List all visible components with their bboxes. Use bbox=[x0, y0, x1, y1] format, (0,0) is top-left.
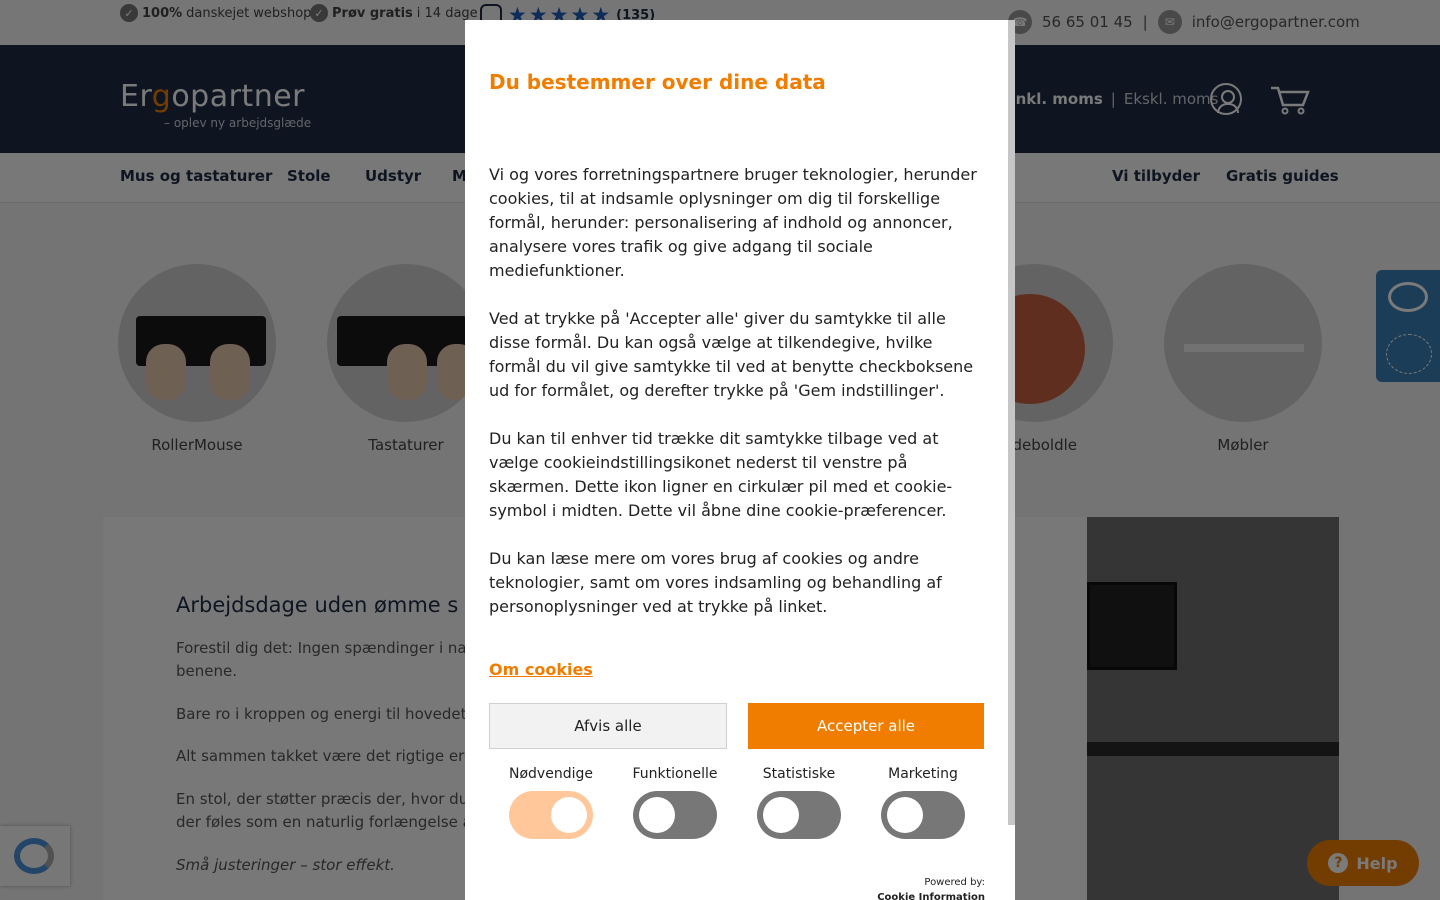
toggle-statistics: Statistiske bbox=[737, 766, 861, 839]
toggle-marketing: Marketing bbox=[861, 766, 985, 839]
dialog-scrollbar[interactable] bbox=[1008, 20, 1015, 825]
functional-switch[interactable] bbox=[633, 791, 717, 839]
marketing-switch[interactable] bbox=[881, 791, 965, 839]
reject-all-button[interactable]: Afvis alle bbox=[489, 703, 727, 749]
toggle-necessary: Nødvendige bbox=[489, 766, 613, 839]
statistics-switch[interactable] bbox=[757, 791, 841, 839]
dialog-paragraph: Du kan til enhver tid trække dit samtykke tilbage ved at vælge cookieindstillingsikonet nederst til venstre på skærmen. Dette ikon ligner en cirkulær pil med et cookie-symbol i midten. Dette vil åbne dine cookie-præferencer. bbox=[489, 429, 953, 520]
dialog-paragraph: Ved at trykke på 'Accepter alle' giver du samtykke til alle disse formål. Du kan også vælge at tilkendegive, hvilke formål du vil give samtykke til ved at benytte checkboksene ud for formålet, og derefter trykke på 'Gem indstillinger'. bbox=[489, 309, 974, 400]
cookie-information-link[interactable]: Cookie Information bbox=[877, 892, 985, 900]
consent-toggles bbox=[489, 766, 989, 846]
accept-all-button[interactable]: Accepter alle bbox=[748, 703, 984, 749]
dialog-title: Du bestemmer over dine data bbox=[489, 70, 826, 94]
powered-by: Powered by: Cookie Information bbox=[877, 875, 985, 900]
dialog-paragraph: Du kan læse mere om vores brug af cookies og andre teknologier, samt om vores indsamling og behandling af personoplysninger ved at trykke på linket. bbox=[489, 549, 942, 616]
about-cookies-link[interactable]: Om cookies bbox=[489, 660, 593, 679]
toggle-functional: Funktionelle bbox=[613, 766, 737, 839]
dialog-paragraph: Vi og vores forretningspartnere bruger teknologier, herunder cookies, til at indsamle oplysninger om dig til forskellige formål, herunder: personalisering af indhold og annoncer, analysere vores trafik og give adgang til sociale mediefunktioner. bbox=[489, 165, 977, 280]
necessary-switch[interactable] bbox=[509, 791, 593, 839]
cookie-consent-dialog bbox=[465, 20, 1015, 900]
